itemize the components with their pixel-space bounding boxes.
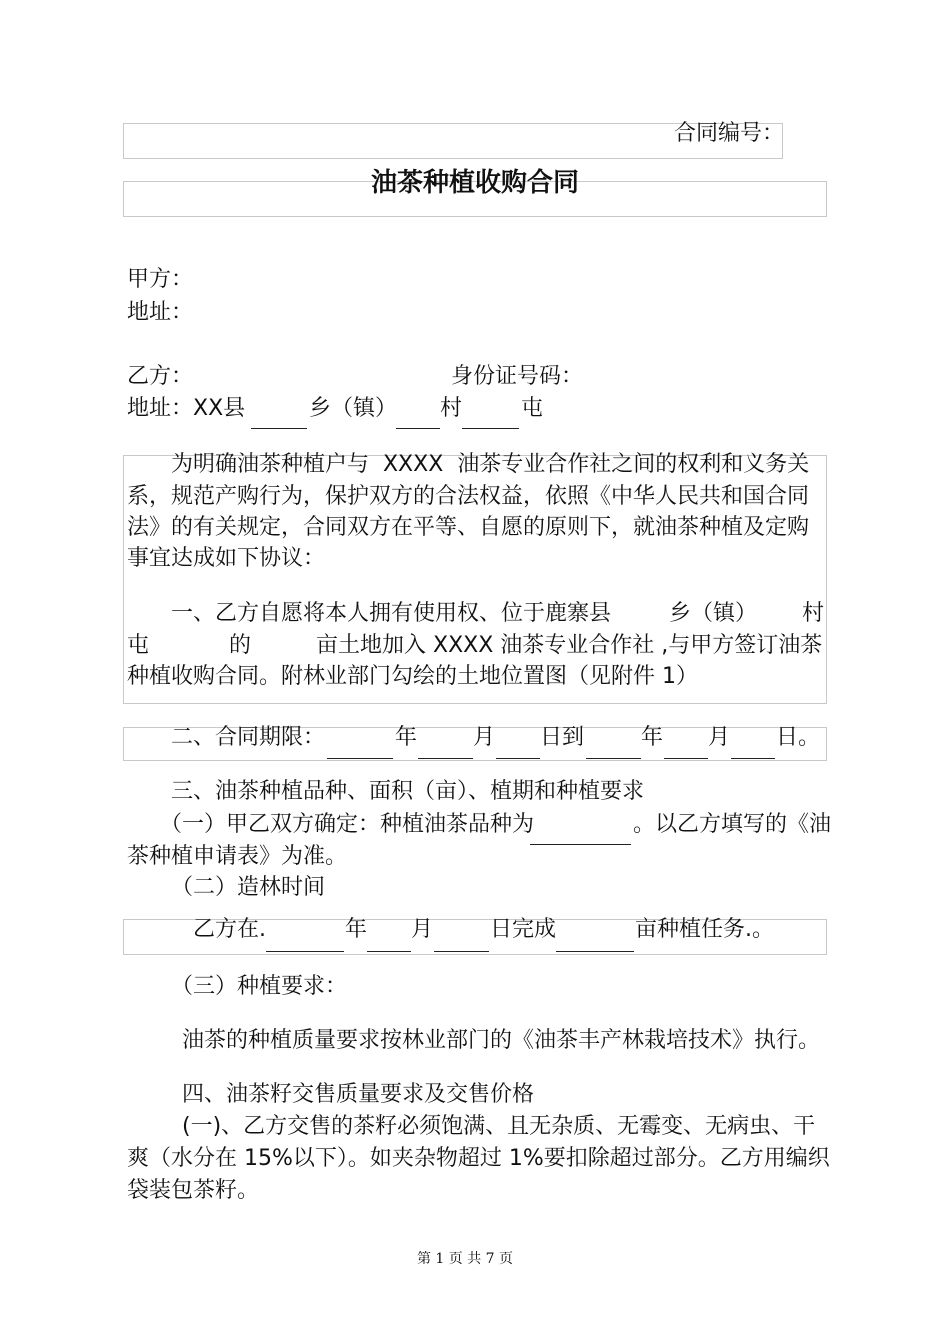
party-a-address-label: 地址： — [127, 300, 194, 325]
clause1-line2-c: 亩土地加入 XXXX 油茶专业合作社 ,与甲方签订油茶 — [316, 633, 823, 658]
party-b-label: 乙方： — [127, 364, 194, 389]
planting-month: 月 — [411, 917, 434, 942]
party-a-label: 甲方： — [127, 267, 194, 292]
clause4-line: 袋装包茶籽。 — [127, 1178, 260, 1203]
clause3-sub1-line2: 茶种植申请表》为准。 — [127, 844, 348, 869]
term-year2: 年 — [641, 725, 664, 750]
clause4-line: 爽（水分在 15%以下）。如夹杂物超过 1%要扣除超过部分。乙方用编织 — [127, 1146, 830, 1171]
clause1-line1-c: 村 — [802, 601, 825, 626]
variety-blank — [530, 844, 631, 845]
term-month2: 月 — [708, 725, 731, 750]
clause1-line1-b: 乡（镇） — [669, 601, 758, 626]
party-b-address-hamlet: 屯 — [521, 396, 544, 421]
clause3-heading: 三、油茶种植品种、面积（亩）、植期和种植要求 — [171, 779, 645, 804]
clause3-sub3: （三）种植要求： — [171, 974, 348, 999]
preamble-line: 法》的有关规定，合同双方在平等、自愿的原则下，就油茶种植及定购 — [127, 515, 810, 540]
document-title: 油茶种植收购合同 — [370, 168, 579, 198]
party-b-id-label: 身份证号码： — [451, 364, 584, 389]
planting-end: 亩种植任务.。 — [635, 917, 774, 942]
hamlet-blank — [462, 428, 519, 429]
contract-number-label: 合同编号： — [674, 121, 785, 146]
preamble-line: 系，规范产购行为，保护双方的合法权益，依照《中华人民共和国合同 — [127, 484, 810, 509]
clause3-sub1-a: （一）甲乙双方确定：种植油茶品种为 — [160, 812, 535, 837]
preamble-line: 为明确油茶种植户与 XXXX 油茶专业合作社之间的权利和义务关 — [171, 452, 810, 477]
township-blank — [251, 428, 307, 429]
planting-time-a: 乙方在. — [193, 917, 266, 942]
term-month1-blank — [418, 758, 473, 759]
clause1-line2-b: 的 — [229, 633, 252, 658]
party-b-address-township: 乡（镇） — [309, 396, 398, 421]
page-footer: 第 1 页 共 7 页 — [416, 1251, 514, 1267]
planting-day-blank — [434, 951, 489, 952]
term-year1-blank — [327, 758, 393, 759]
planting-year-blank — [266, 951, 344, 952]
party-b-address-village: 村 — [440, 396, 463, 421]
clause3-sub3-text: 油茶的种植质量要求按林业部门的《油茶丰产林栽培技术》执行。 — [182, 1028, 821, 1053]
planting-month-blank — [367, 951, 411, 952]
planting-area-blank — [556, 951, 634, 952]
term-month2-blank — [664, 758, 708, 759]
planting-year: 年 — [345, 917, 368, 942]
term-month1: 月 — [473, 725, 496, 750]
clause4-line: (一)、乙方交售的茶籽必须饱满、且无杂质、无霉变、无病虫、干 — [182, 1114, 816, 1139]
clause3-sub2: （二）造林时间 — [171, 875, 326, 900]
clause4-heading: 四、油茶籽交售质量要求及交售价格 — [182, 1082, 535, 1107]
term-day2-blank — [731, 758, 775, 759]
term-day2: 日。 — [776, 725, 821, 750]
preamble-line: 事宜达成如下协议： — [127, 546, 326, 571]
term-label: 二、合同期限： — [171, 725, 326, 750]
village-blank — [396, 428, 440, 429]
term-day1: 日到 — [540, 725, 585, 750]
clause1-line3: 种植收购合同。附林业部门勾绘的土地位置图（见附件 1） — [127, 664, 698, 689]
clause3-sub1-b: 。以乙方填写的《油 — [633, 812, 832, 837]
clause1-line2-a: 屯 — [127, 633, 150, 658]
clause1-line1-a: 一、乙方自愿将本人拥有使用权、位于鹿寨县 — [171, 601, 612, 626]
party-b-address-county: 地址：XX县 — [127, 396, 246, 421]
planting-day: 日完成 — [490, 917, 557, 942]
term-day1-blank — [496, 758, 540, 759]
term-year1: 年 — [395, 725, 418, 750]
term-year2-blank — [586, 758, 641, 759]
